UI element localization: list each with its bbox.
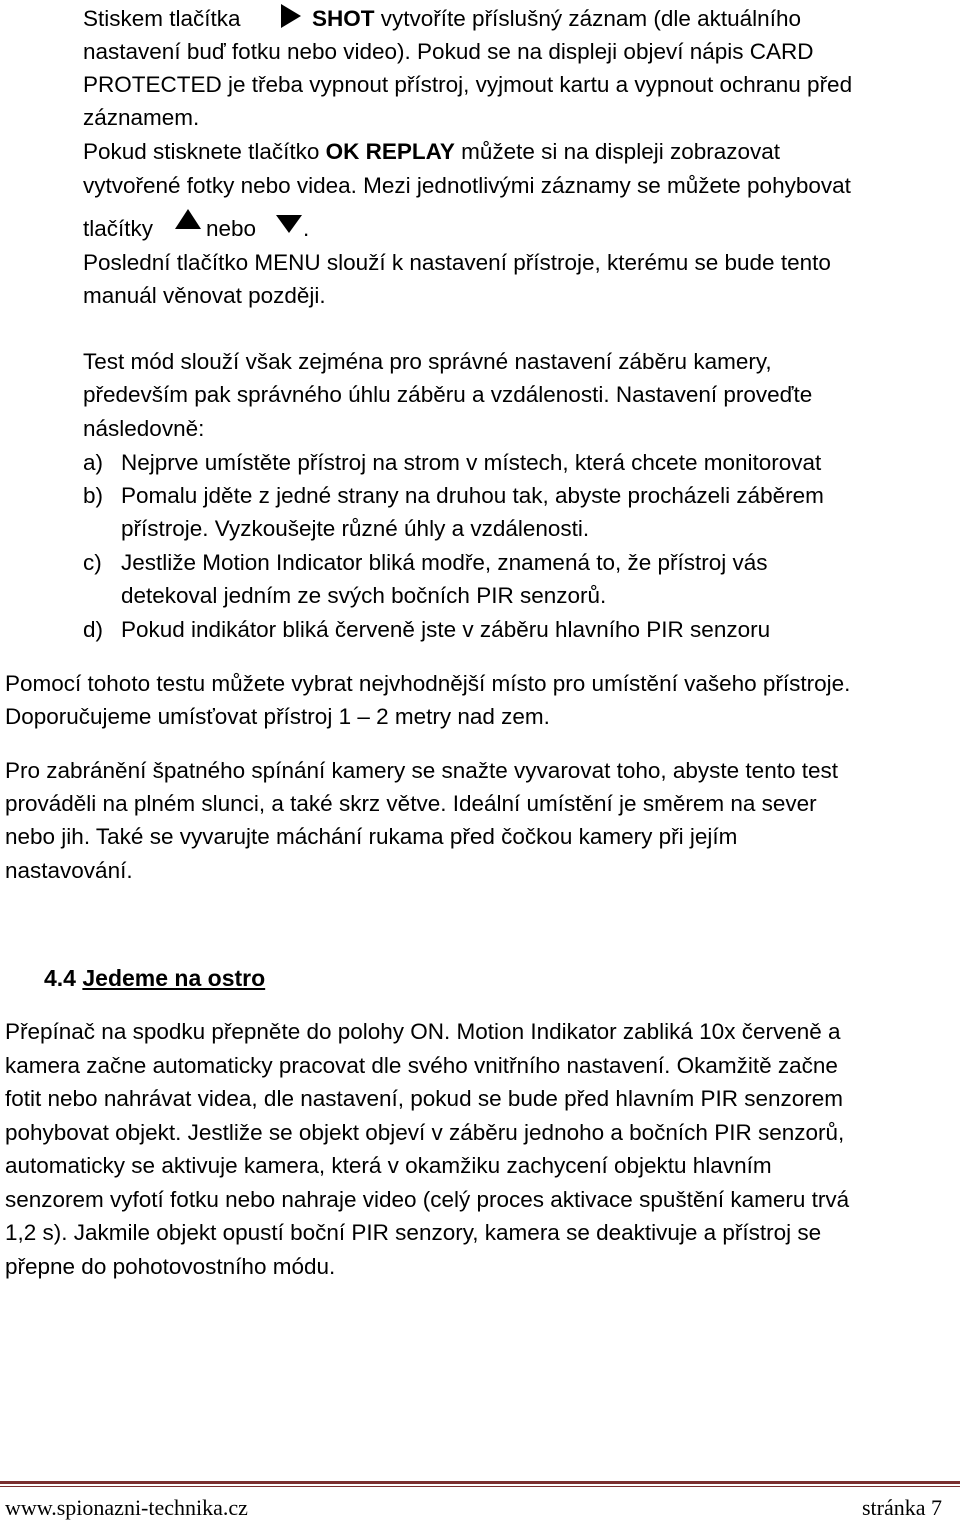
text-line: nastavení buď fotku nebo video). Pokud se na displeji objeví nápis CARD	[83, 39, 814, 64]
text-line: nebo	[206, 216, 257, 241]
ok-replay-label: OK REPLAY	[325, 139, 455, 164]
text-line: Doporučujeme umísťovat přístroj 1 – 2 metry nad zem.	[5, 704, 550, 729]
section-title: Jedeme na ostro	[82, 965, 266, 991]
text-line: Pro zabránění špatného spínání kamery se snažte vyvarovat toho, abyste tento test	[5, 758, 838, 783]
list-item-text: Pokud indikátor bliká červeně jste v záběru hlavního PIR senzoru	[121, 617, 771, 642]
shot-label: SHOT	[312, 6, 375, 31]
text-line: především pak správného úhlu záběru a vzdálenosti. Nastavení proveďte	[83, 382, 813, 407]
footer-divider	[0, 1486, 960, 1487]
list-marker: d)	[83, 617, 104, 642]
text-line	[83, 5, 241, 33]
text-line: Pomocí tohoto testu můžete vybrat nejvhodnější místo pro umístění vašeho přístroje.	[5, 671, 851, 696]
text-line: 1,2 s). Jakmile objekt opustí boční PIR senzory, kamera se deaktivuje a přístroj se	[5, 1220, 822, 1245]
footer-divider	[0, 1481, 960, 1484]
text-line: pohybovat objekt. Jestliže se objekt objeví v záběru jednoho a bočních PIR senzorů,	[5, 1120, 845, 1145]
text-line: přepne do pohotovostního módu.	[5, 1254, 336, 1279]
text-span: vytvoříte příslušný záznam (dle aktuálního	[380, 6, 801, 31]
list-item-text: Nejprve umístěte přístroj na strom v místech, která chcete monitorovat	[121, 450, 822, 475]
section-number: 4.4	[44, 965, 76, 991]
text-line	[83, 138, 780, 166]
section-heading	[44, 963, 265, 993]
list-marker: a)	[83, 450, 104, 475]
text-line: nebo jih. Také se vyvarujte máchání rukama před čočkou kamery při jejím	[5, 824, 738, 849]
text-line: Poslední tlačítko MENU slouží k nastavení přístroje, kterému se bude tento	[83, 250, 831, 275]
arrow-up-icon	[175, 209, 201, 229]
list-item-text: detekoval jedním ze svých bočních PIR senzorů.	[121, 583, 607, 608]
list-item-text: přístroje. Vyzkoušejte různé úhly a vzdálenosti.	[121, 516, 590, 541]
list-marker: c)	[83, 550, 102, 575]
text-line: nastavování.	[5, 858, 133, 883]
text-line: prováděli na plném slunci, a také skrz větve. Ideální umístění je směrem na sever	[5, 791, 817, 816]
text-line: Přepínač na spodku přepněte do polohy ON. Motion Indikator zabliká 10x červeně a	[5, 1019, 841, 1044]
play-right-icon	[281, 4, 301, 28]
text-line: fotit nebo nahrávat videa, dle nastavení, pokud se bude před hlavním PIR senzorem	[5, 1086, 844, 1111]
footer-page-number: stránka 7	[861, 1495, 942, 1520]
text-line: kamera začne automaticky pracovat dle svého vnitřního nastavení. Okamžitě začne	[5, 1053, 838, 1078]
text-line: tlačítky	[83, 216, 154, 241]
text-line: automaticky se aktivuje kamera, která v okamžiku zachycení objektu hlavním	[5, 1153, 772, 1178]
text-line: manuál věnovat později.	[83, 283, 326, 308]
list-marker: b)	[83, 483, 104, 508]
list-item-text: Jestliže Motion Indicator bliká modře, znamená to, že přístroj vás	[121, 550, 768, 575]
text-span: můžete si na displeji zobrazovat	[461, 139, 781, 164]
text-line: záznamem.	[83, 105, 200, 130]
text-span: Pokud stisknete tlačítko	[83, 139, 320, 164]
text-line: senzorem vyfotí fotku nebo nahraje video (celý proces aktivace spuštění kameru trvá	[5, 1187, 850, 1212]
text-line: vytvořené fotky nebo videa. Mezi jednotlivými záznamy se můžete pohybovat	[83, 173, 851, 198]
text-line	[312, 5, 801, 33]
text-line: .	[303, 216, 310, 241]
list-item-text: Pomalu jděte z jedné strany na druhou tak, abyste procházeli záběrem	[121, 483, 824, 508]
text-line: PROTECTED je třeba vypnout přístroj, vyjmout kartu a vypnout ochranu před	[83, 72, 853, 97]
text-line: následovně:	[83, 416, 205, 441]
footer-website-link[interactable]: www.spionazni-technika.cz	[5, 1495, 248, 1520]
text-line: Test mód slouží však zejména pro správné nastavení záběru kamery,	[83, 349, 772, 374]
arrow-down-icon	[276, 215, 302, 233]
text-span: Stiskem tlačítka	[83, 6, 241, 31]
